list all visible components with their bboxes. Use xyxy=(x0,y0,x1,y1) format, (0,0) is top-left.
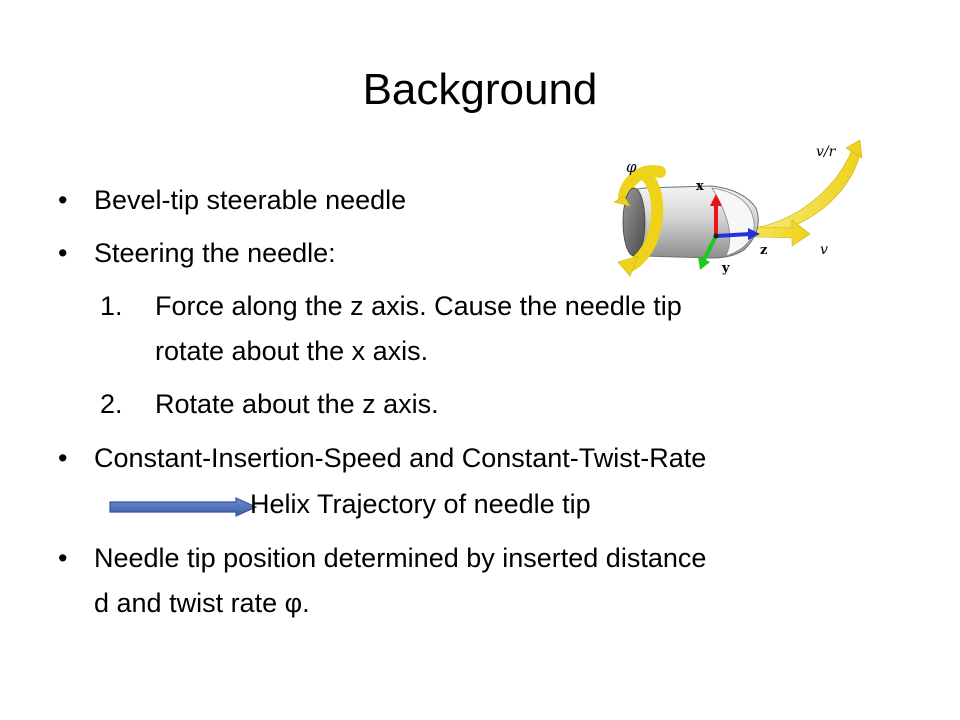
number-label: 2. xyxy=(100,389,123,419)
bullet-dot: • xyxy=(58,543,68,573)
bullet-text: Steering the needle: xyxy=(94,238,336,268)
v-over-r-label: v/r xyxy=(816,144,836,160)
bullet-continuation-text: d and twist rate φ. xyxy=(94,588,310,618)
x-axis-label: x xyxy=(696,179,704,194)
phi-label: φ xyxy=(626,158,637,176)
bullet-dot: • xyxy=(58,238,68,268)
bullet-dot: • xyxy=(58,185,68,215)
numbered-text: rotate about the x axis. xyxy=(155,336,429,366)
bullet-text: Bevel-tip steerable needle xyxy=(94,185,407,215)
needle-tip-diagram xyxy=(604,138,866,278)
numbered-text: Rotate about the z axis. xyxy=(155,389,439,419)
number-label: 1. xyxy=(100,291,123,321)
v-label: v xyxy=(820,242,828,258)
numbered-text: Force along the z axis. Cause the needle tip xyxy=(155,291,682,321)
bullet-text: Needle tip position determined by inserted distance xyxy=(94,543,707,573)
z-axis-label: z xyxy=(760,243,768,258)
slide-title: Background xyxy=(362,65,598,114)
y-axis-label: y xyxy=(722,261,730,276)
bullet-text: Constant-Insertion-Speed and Constant-Twist-Rate xyxy=(94,443,707,473)
helix-trajectory-text: Helix Trajectory of needle tip xyxy=(250,489,591,519)
right-arrow-icon xyxy=(108,497,258,517)
bullet-dot: • xyxy=(58,443,68,473)
